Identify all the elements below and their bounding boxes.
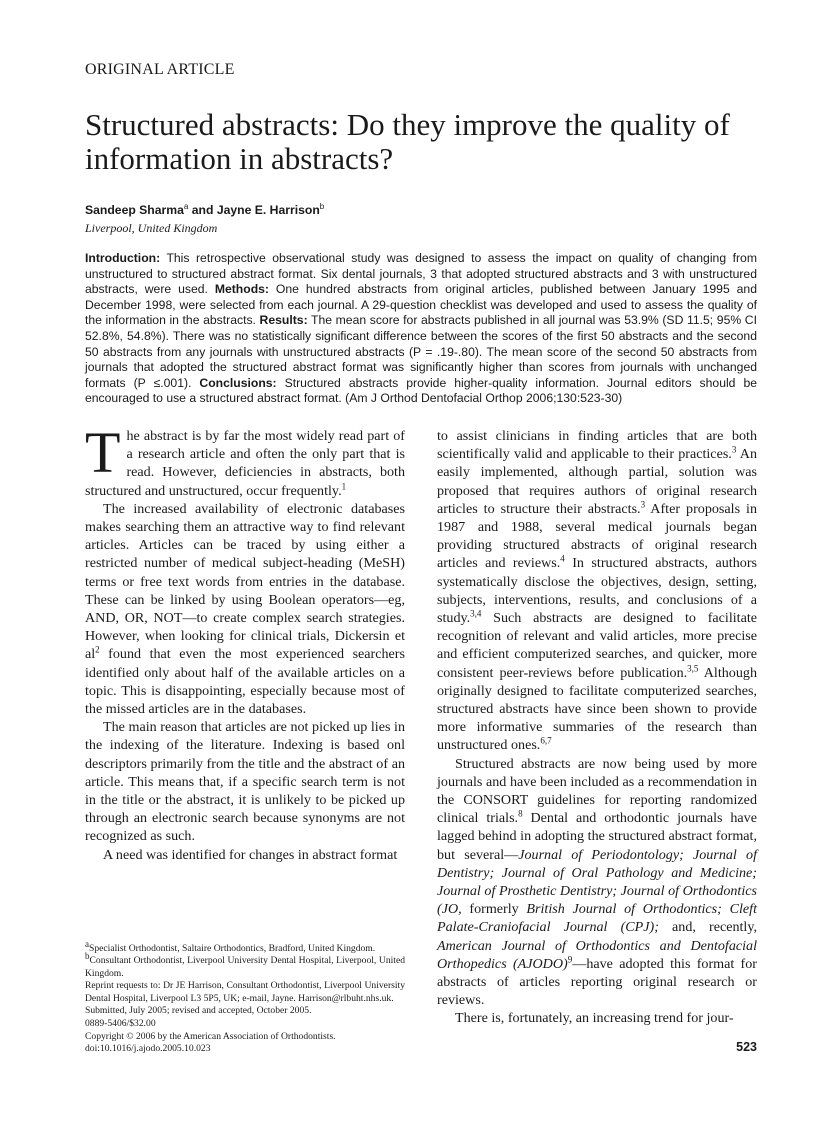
paragraph [85, 500, 405, 718]
citation: 3,4 [470, 608, 482, 619]
paragraph-text: Although originally designed to facilitate computerized searches, structured abstracts have since been shown to provide more informative summaries of the research than unstructured ones. [437, 664, 757, 754]
footnotes [85, 929, 405, 1056]
paragraph-text: he abstract is by far the most widely read part of a research article and often the only part that is read. However, deficiencies in abstracts, both structured and unstructured, occur frequently. [85, 427, 405, 499]
authors-and: and [188, 203, 217, 217]
paragraph-text: After proposals in 1987 and 1988, several medical journals began providing structured abstracts of original research articles and reviews. [437, 500, 758, 572]
abstract-methods: One hundred abstracts from original articles, published between January 1995 and December 1998, were selected from each journal. A 29-question checklist was developed and used to assess the quality of the information in the abstracts. [85, 282, 757, 328]
body-column-right [437, 427, 757, 1056]
citation: 3 [640, 499, 646, 510]
abstract [85, 251, 757, 407]
footnote: Submitted, July 2005; revised and accepted, October 2005. [85, 1005, 312, 1017]
paragraph-text: —have adopted this format for abstracts of articles reporting original research or reviews. [437, 955, 757, 1009]
journal-names: British Journal of Orthodontics; Cleft Palate-Craniofacial Journal (CPJ); [437, 901, 757, 936]
paragraph [437, 427, 757, 755]
paragraph-text: An easily implemented, although partial, solution was proposed that requires authors of original research articles to structure their abstracts. [437, 446, 757, 517]
journal-names: Journal of Periodontology; Journal of Dentistry; Journal of Oral Pathology and Medicine; Journal of Prosthetic Dentistry; Journal of Orthodontics (JO, [437, 846, 757, 918]
citation: 4 [560, 553, 565, 564]
footnote-text: Specialist Orthodontist, Saltaire Orthodontics, Bradford, United Kingdom. [89, 942, 376, 954]
citation: 2 [95, 644, 100, 655]
abstract-heading-conclusions: Conclusions: [199, 375, 277, 390]
abstract-heading-introduction: Introduction: [85, 251, 161, 265]
authors [85, 203, 324, 217]
paragraph-text: and, recently, [658, 919, 757, 936]
footnote [85, 938, 405, 956]
paragraph [85, 419, 405, 500]
author-2: Jayne E. Harrison [216, 203, 320, 217]
footnote-text: Consultant Orthodontist, Liverpool University Dental Hospital, Liverpool, United Kingdom. [85, 955, 405, 979]
paragraph-text: formerly [461, 901, 527, 918]
footnote: 0889-5406/$32.00 [85, 1018, 156, 1030]
citation: 6,7 [540, 735, 552, 746]
paragraph-text: The increased availability of electronic databases makes searching them an attractive way to find relevant articles. Articles can be traced by using either a restricted number of medical subject-heading (MeSH) terms or free text words from entries in the database. These can be linked by using Boolean operators—eg, AND, OR, NOT—to create complex search strategies. However, when looking for clinical trials, Dickersin et al [85, 500, 405, 663]
citation: 3 [731, 444, 737, 455]
author-1-sup: a [183, 201, 189, 211]
paragraph: There is, fortunately, an increasing trend for jour- [455, 1010, 734, 1027]
paragraph-text: Structured abstracts are now being used by more journals and have been included as a recommendation in the CONSORT guidelines for reporting randomized clinical trials. [437, 755, 757, 827]
abstract-heading-results: Results: [259, 313, 308, 328]
main-content [85, 251, 757, 1056]
article-title: Structured abstracts: Do they improve the quality of information in abstracts? [85, 107, 730, 176]
author-1: Sandeep Sharma [85, 203, 184, 217]
footnote: Copyright © 2006 by the American Association of Orthodontists. [85, 1030, 336, 1042]
body-column-left [85, 419, 405, 1056]
body-columns [85, 419, 758, 1056]
affiliation: Liverpool, United Kingdom [85, 221, 218, 235]
doi: doi:10.1016/j.ajodo.2005.10.023 [85, 1043, 211, 1055]
drop-cap: T [85, 419, 121, 485]
abstract-conclusions: Structured abstracts provide higher-quality information. Journal editors should be encouraged to use a structured abstract format. (Am J Orthod Dentofacial Orthop 2006;130:523-30) [85, 375, 757, 406]
page-number: 523 [736, 1039, 757, 1054]
citation: 9 [567, 954, 573, 965]
section-label: ORIGINAL ARTICLE [85, 61, 235, 78]
abstract-results: The mean score for abstracts published in all journal was 53.9% (SD 11.5; 95% CI 52.8%, 54.8%). There was no statistically significant difference between the scores of the first 50 abstracts and the second 50 abstracts from any journals with unstructured abstracts (P = .19-.80). The mean score of the second 50 abstracts from journals that adopted the structured abstract format was significantly higher than scores from journals with unchanged formats (P ≤.001). [85, 313, 757, 390]
footnote-sup: b [85, 950, 90, 961]
paragraph-text: found that even the most experienced searchers identified only about half of the available articles on a topic. This is disappointing, especially because most of the missed articles are in the databases. [85, 646, 405, 717]
citation: 8 [518, 808, 523, 819]
footnote: Reprint requests to: Dr JE Harrison, Consultant Orthodontist, Liverpool University Dental Hospital, Liverpool L3 5P5, UK; e-mail, Jayne. Harrison@rlbuht.nhs.uk. [85, 980, 405, 1004]
paragraph: The main reason that articles are not picked up lies in the indexing of the literature. Indexing is based onl descriptors primarily from the title and the abstract of an article. This means that, if a specific search term is not in the title or the abstract, it is unlikely to be picked up through an electronic search because synonyms are not recognized as such. [85, 719, 405, 845]
paragraph-text: to assist clinicians in finding articles that are both scientifically valid and applicable to their practices. [437, 427, 757, 463]
author-2-sup: b [319, 201, 325, 211]
abstract-heading-methods: Methods: [214, 282, 269, 297]
paragraph-text: Such abstracts are designed to facilitate recognition of relevant and valid articles, more precise and efficient computerized searches, and quicker, more consistent peer-reviews before publication. [437, 609, 757, 681]
journal-names: American Journal of Orthodontics and Dentofacial Orthopedics (AJODO) [437, 937, 757, 972]
paragraph-text: Dental and orthodontic journals have lagged behind in adopting the structured abstract format, but several— [437, 810, 757, 863]
abstract-introduction: This retrospective observational study was designed to assess the impact on quality of changing from unstructured to structured abstract format. Six dental journals, 3 that adopted structured abstracts and 3 with unstructured abstracts, were used. [85, 251, 757, 297]
footnote-sup: a [85, 938, 89, 949]
footnote [85, 950, 405, 980]
citation: 3,5 [687, 662, 699, 673]
paragraph [437, 755, 757, 1010]
citation: 1 [341, 480, 347, 491]
paragraph-text: In structured abstracts, authors systematically disclose the objectives, design, setting, subjects, interventions, results, and conclusions of a study. [437, 555, 757, 626]
paragraph: A need was identified for changes in abstract format [103, 846, 398, 863]
